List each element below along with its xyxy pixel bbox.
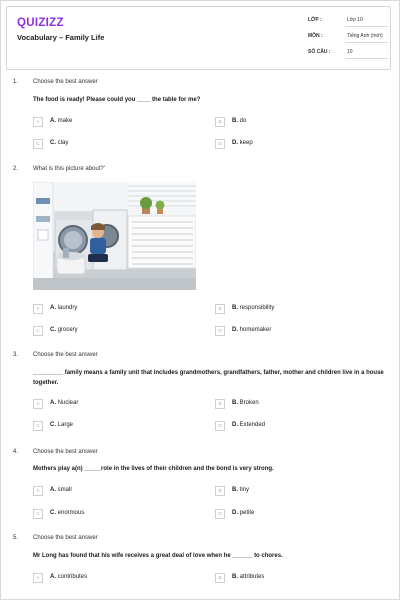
worksheet-header xyxy=(6,6,391,70)
option-letter-box: D xyxy=(215,326,225,336)
question-instruction: Choose the best answer xyxy=(33,449,98,455)
option-text: B. attributes xyxy=(232,574,265,580)
laundry-illustration xyxy=(33,182,196,290)
option-text: C. grocery xyxy=(50,327,78,333)
option-text: A. small xyxy=(50,487,72,493)
meta-value: Lớp 10 xyxy=(347,17,363,23)
worksheet-meta xyxy=(308,17,388,65)
option-letter-box: B xyxy=(215,399,225,409)
worksheet-title: Vocabulary – Family Life xyxy=(17,33,105,42)
option-letter-box: D xyxy=(215,509,225,519)
option-letter-box: B xyxy=(215,117,225,127)
option-text: A. Nuclear xyxy=(50,400,79,406)
option-text: A. laundry xyxy=(50,305,78,311)
question-instruction: Choose the best answer xyxy=(33,79,98,85)
option-text: C. Large xyxy=(50,422,74,428)
meta-underline xyxy=(345,26,388,27)
option-letter-box: B xyxy=(215,304,225,314)
option-letter-box: B xyxy=(215,486,225,496)
question-number: 3. xyxy=(13,352,19,358)
option-letter-box: C xyxy=(33,509,43,519)
option-text: D. petite xyxy=(232,510,255,516)
option-text: B. responsibility xyxy=(232,305,275,311)
option-letter-box: B xyxy=(215,573,225,583)
option-letter-box: C xyxy=(33,326,43,336)
option-text: A. contributes xyxy=(50,574,88,580)
meta-row-class xyxy=(308,17,388,33)
question-stem: Mr Long has found that his wife receives a great deal of love when he ______ to chores. xyxy=(33,553,283,559)
meta-row-count xyxy=(308,49,388,65)
option-text: B. Broken xyxy=(232,400,259,406)
meta-value: 10 xyxy=(347,49,353,55)
option-text: B. do xyxy=(232,118,247,124)
question-number: 2. xyxy=(13,166,19,172)
option-text: D. Extended xyxy=(232,422,266,428)
option-text: D. homemaker xyxy=(232,327,272,333)
meta-underline xyxy=(345,58,388,59)
question-number: 5. xyxy=(13,535,19,541)
option-letter-box: A xyxy=(33,573,43,583)
question-instruction: What is this picture about?' xyxy=(33,166,105,172)
option-text: C. clay xyxy=(50,140,69,146)
option-letter-box: A xyxy=(33,117,43,127)
option-letter-box: D xyxy=(215,139,225,149)
option-text: B. tiny xyxy=(232,487,250,493)
question-stem: Mothers play a(n) _____role in the lives of their children and the bond is very strong. xyxy=(33,466,274,472)
question-stem: The food is ready! Please could you ____ the table for me? xyxy=(33,97,201,103)
option-text: A. make xyxy=(50,118,73,124)
option-letter-box: A xyxy=(33,486,43,496)
laundry-photo xyxy=(33,182,196,290)
question-number: 1. xyxy=(13,79,19,85)
option-letter-box: D xyxy=(215,421,225,431)
question-instruction: Choose the best answer xyxy=(33,535,98,541)
option-letter-box: A xyxy=(33,399,43,409)
option-text: C. enormous xyxy=(50,510,85,516)
option-text: D. keep xyxy=(232,140,253,146)
option-letter-box: A xyxy=(33,304,43,314)
meta-underline xyxy=(345,42,388,43)
option-letter-box: C xyxy=(33,421,43,431)
meta-label: MÔN : xyxy=(308,33,323,39)
question-instruction: Choose the best answer xyxy=(33,352,98,358)
question-stem: _________ family means a family unit that includes grandmothers, grandfathers, father, mother and children live in a house together. xyxy=(33,370,384,386)
meta-row-subject xyxy=(308,33,388,49)
meta-value: Tiếng Anh (mới) xyxy=(347,33,383,39)
meta-label: LỚP : xyxy=(308,17,322,23)
option-letter-box: C xyxy=(33,139,43,149)
question-number: 4. xyxy=(13,449,19,455)
quizizz-logo: QUIZIZZ xyxy=(17,17,64,29)
meta-label: SỐ CÂU : xyxy=(308,49,331,55)
